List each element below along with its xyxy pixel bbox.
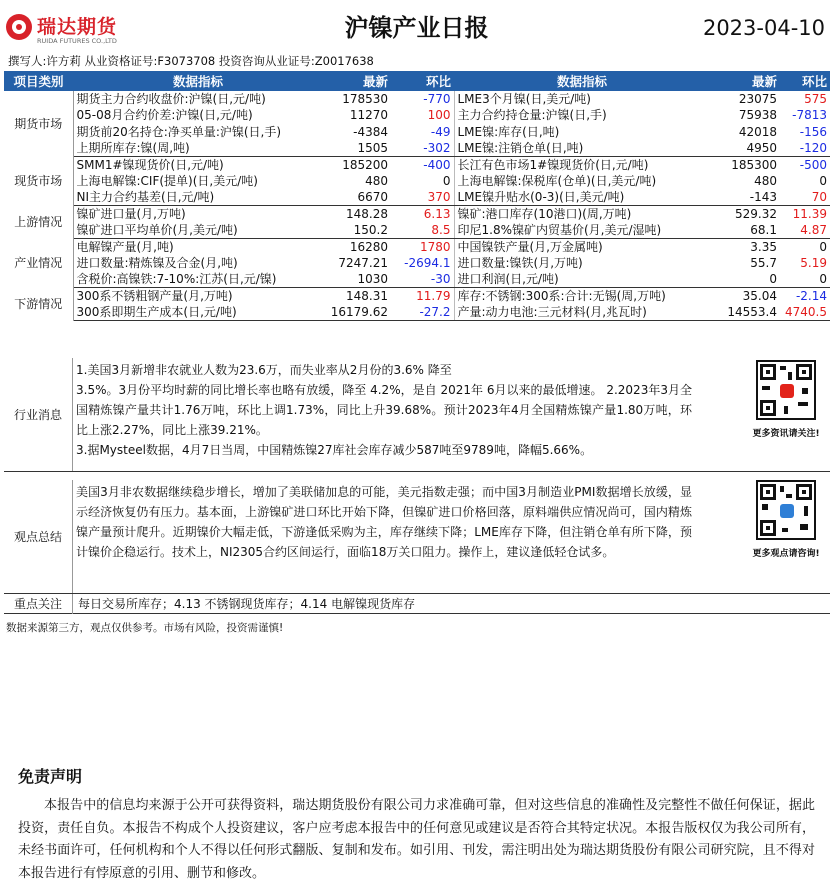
news-qr-caption: 更多资讯请关注!	[752, 429, 820, 439]
change-value: -30	[391, 271, 454, 288]
header-latest-right: 最新	[710, 71, 780, 91]
latest-value: 150.2	[323, 222, 391, 239]
latest-value: 55.7	[750, 256, 777, 271]
table-row	[4, 239, 830, 256]
disclaimer-title: 免责声明	[18, 767, 83, 786]
change-value: -120	[780, 140, 830, 157]
change-value: 0	[819, 240, 827, 255]
focus-label: 重点关注	[4, 594, 73, 614]
latest-value: 1505	[323, 140, 391, 157]
change-value: 1780	[419, 240, 451, 255]
indicator-name: 期货前20名持仓:净买单量:沪镍(日,手)	[76, 124, 282, 139]
change-value: -400	[423, 157, 451, 172]
viewpoint-label: 观点总结	[4, 480, 73, 593]
table-row	[4, 255, 830, 271]
table-row	[4, 140, 830, 157]
indicator-name: 库存:不锈钢:300系:合计:无锡(周,万吨)	[454, 288, 710, 305]
logo-text: 瑞达期货	[37, 16, 118, 38]
market-data-table	[4, 71, 830, 321]
change-value: -7813	[792, 108, 827, 123]
indicator-name: 电解镍产量(月,吨)	[76, 240, 174, 255]
indicator-name: 含税价:高镍铁:7-10%:江苏(日,元/镍)	[73, 271, 323, 288]
header-latest-left: 最新	[323, 71, 391, 91]
indicator-name: 上海电解镍:CIF(提单)(日,美元/吨)	[76, 174, 258, 189]
latest-value: 7247.21	[338, 256, 388, 271]
indicator-name: 镍矿进口量(月,万吨)	[76, 207, 186, 222]
latest-value: -143	[710, 189, 780, 206]
indicator-name: 主力合约持仓量:沪镍(日,手)	[454, 107, 710, 123]
latest-value: 529.32	[735, 207, 777, 222]
table-row	[4, 304, 830, 321]
latest-value: 148.28	[346, 207, 388, 222]
indicator-name: 期货主力合约收盘价:沪镍(日,元/吨)	[76, 92, 266, 107]
report-title: 沪镍产业日报	[344, 14, 489, 42]
latest-value: 35.04	[742, 289, 777, 304]
change-value: 70	[780, 189, 830, 206]
indicator-name: 上海电解镍:保税库(仓单)(日,美元/吨)	[454, 173, 710, 189]
industry-news-section	[4, 358, 830, 472]
logo-english-text: RUIDA FUTURES CO.,LTD	[37, 37, 117, 45]
change-value: -2694.1	[404, 256, 451, 271]
news-qr-block	[748, 360, 824, 439]
viewpoint-qr-block	[748, 480, 824, 559]
change-value: 370	[391, 189, 454, 206]
latest-value: 23075	[738, 92, 777, 107]
row-category: 期货市场	[4, 91, 73, 156]
latest-value: 11270	[349, 108, 388, 123]
qr-code-icon	[756, 360, 816, 420]
indicator-name: 中国镍铁产量(月,万金属吨)	[454, 239, 710, 256]
report-header	[0, 0, 833, 52]
latest-value: 75938	[738, 108, 777, 123]
change-value: 11.79	[416, 289, 451, 304]
change-value: -500	[799, 157, 827, 172]
news-line: 3.5%。3月份平均时薪的同比增长率也略有放缓，降至 4.2%，是自 2021年 6月以来的最低增速。 2.2023年3月全国精炼镍产量共计1.76万吨，环比上调1.73%，同比上升39.68%。预计2023年4月全国精炼镍产量1.80万吨，环比上涨2.27%，同比上涨39.21%。	[76, 383, 692, 437]
table-row	[4, 189, 830, 206]
row-category: 现货市场	[4, 156, 73, 205]
latest-value: 4950	[710, 140, 780, 157]
source-note: 数据来源第三方，观点仅供参考。市场有风险，投资需谨慎!	[6, 622, 284, 634]
latest-value: 185200	[342, 157, 388, 172]
viewpoint-section	[4, 480, 830, 594]
table-row	[4, 206, 830, 223]
latest-value: -4384	[353, 124, 388, 139]
table-row	[4, 91, 830, 107]
table-row	[4, 107, 830, 123]
indicator-name: 镍矿:港口库存(10港口)(周,万吨)	[454, 206, 710, 223]
table-row	[4, 173, 830, 189]
change-value: -770	[423, 92, 451, 107]
indicator-name: 进口数量:精炼镍及合金(月,吨)	[76, 256, 238, 271]
indicator-name: 300系不锈粗钢产量(月,万吨)	[76, 289, 233, 304]
latest-value: 6670	[323, 189, 391, 206]
table-row	[4, 156, 830, 173]
header-indicator-left: 数据指标	[73, 71, 323, 91]
header-change-left: 环比	[391, 71, 454, 91]
industry-news-text	[76, 360, 692, 460]
indicator-name: LME3个月镍(日,美元/吨)	[454, 91, 710, 107]
latest-value: 3.35	[750, 240, 777, 255]
indicator-name: 长江有色市场1#镍现货价(日,元/吨)	[454, 156, 710, 173]
indicator-name: 进口利润(日,元/吨)	[454, 271, 710, 288]
indicator-name: LME镍:库存(日,吨)	[454, 124, 710, 140]
table-row	[4, 222, 830, 239]
focus-text: 每日交易所库存；4.13 不锈钢现货库存；4.14 电解镍现货库存	[78, 597, 416, 611]
latest-value: 480	[365, 174, 388, 189]
change-value: 8.5	[391, 222, 454, 239]
change-value: -156	[799, 124, 827, 139]
news-line: 1.美国3月新增非农就业人数为23.6万，而失业率从2月份的3.6% 降至	[76, 363, 452, 377]
table-row	[4, 124, 830, 140]
indicator-name: 300系即期生产成本(日,元/吨)	[73, 304, 323, 321]
author-info: 撰写人:许方莉 从业资格证号:F3073708 投资咨询从业证号:Z0017638	[8, 54, 374, 68]
change-value: 100	[427, 108, 451, 123]
indicator-name: 产量:动力电池:三元材料(月,兆瓦时)	[454, 304, 710, 321]
indicator-name: LME镍升贴水(0-3)(日,美元/吨)	[454, 189, 710, 206]
change-value: -302	[391, 140, 454, 157]
indicator-name: SMM1#镍现货价(日,元/吨)	[76, 157, 224, 172]
latest-value: 16179.62	[323, 304, 391, 321]
indicator-name: 进口数量:镍铁(月,万吨)	[454, 255, 710, 271]
qr-code-icon	[756, 480, 816, 540]
indicator-name: 上期所库存:镍(周,吨)	[73, 140, 323, 157]
latest-value: 42018	[738, 124, 777, 139]
latest-value: 480	[754, 174, 777, 189]
change-value: 0	[819, 174, 827, 189]
viewpoint-qr-caption: 更多观点请咨询!	[752, 549, 820, 559]
indicator-name: LME镍:注销仓单(日,吨)	[454, 140, 710, 157]
change-value: -49	[430, 124, 451, 139]
change-value: 5.19	[800, 256, 827, 271]
table-row	[4, 288, 830, 305]
row-category: 产业情况	[4, 239, 73, 288]
change-value: 4740.5	[780, 304, 830, 321]
change-value: 575	[804, 92, 827, 107]
change-value: 0	[442, 174, 451, 189]
industry-news-label: 行业消息	[4, 358, 73, 471]
change-value: 6.13	[423, 207, 451, 222]
row-category: 下游情况	[4, 288, 73, 321]
table-body	[4, 91, 830, 321]
news-line: 3.据Mysteel数据，4月7日当周，中国精炼镍27库社会库存减少587吨至9789吨，降幅5.66%。	[76, 443, 593, 457]
latest-value: 68.1	[710, 222, 780, 239]
change-value: -2.14	[795, 289, 827, 304]
change-value: -27.2	[391, 304, 454, 321]
indicator-name: 印尼1.8%镍矿内贸基价(月,美元/湿吨)	[454, 222, 710, 239]
header-indicator-right: 数据指标	[454, 71, 710, 91]
indicator-name: NI主力合约基差(日,元/吨)	[73, 189, 323, 206]
latest-value: 148.31	[346, 289, 388, 304]
change-value: 0	[780, 271, 830, 288]
latest-value: 0	[710, 271, 780, 288]
indicator-name: 05-08月合约价差:沪镍(日,元/吨)	[76, 108, 253, 123]
focus-section	[4, 594, 830, 614]
header-change-right: 环比	[780, 71, 830, 91]
table-header-row	[4, 71, 830, 91]
header-category: 项目类别	[4, 71, 73, 91]
latest-value: 178530	[342, 92, 388, 107]
latest-value: 16280	[349, 240, 388, 255]
table-row	[4, 271, 830, 288]
row-category: 上游情况	[4, 206, 73, 239]
change-value: 11.39	[792, 207, 827, 222]
latest-value: 14553.4	[710, 304, 780, 321]
indicator-name: 镍矿进口平均单价(月,美元/吨)	[73, 222, 323, 239]
report-date: 2023-04-10	[702, 16, 825, 40]
disclaimer-text: 本报告中的信息均来源于公开可获得资料，瑞达期货股份有限公司力求准确可靠，但对这些信息的准确性及完整性不做任何保证，据此投资，责任自负。本报告不构成个人投资建议，客户应考虑本报告中的任何意见或建议是否符合其特定状况。本报告版权仅为我公司所有，未经书面许可，任何机构和个人不得以任何形式翻版、复制和发布。如引用、刊发，需注明出处为瑞达期货股份有限公司研究院，且不得对本报告进行有悖原意的引用、删节和修改。	[18, 798, 815, 881]
viewpoint-text: 美国3月非农数据继续稳步增长，增加了美联储加息的可能，美元指数走强；而中国3月制造业PMI数据增长放缓，显示经济恢复仍有压力。基本面，上游镍矿进口环比开始下降，但镍矿进口价格回落，原料端供应情况尚可，国内精炼镍产量预计爬升。近期镍价大幅走低，下游逢低采购为主，库存继续下降；LME库存下降，但注销仓单有所下降，预计镍价企稳运行。技术上，NI2305合约区间运行，面临18万关口阻力。操作上，建议逢低轻仓试多。	[76, 485, 692, 559]
latest-value: 185300	[731, 157, 777, 172]
latest-value: 1030	[323, 271, 391, 288]
change-value: 4.87	[780, 222, 830, 239]
